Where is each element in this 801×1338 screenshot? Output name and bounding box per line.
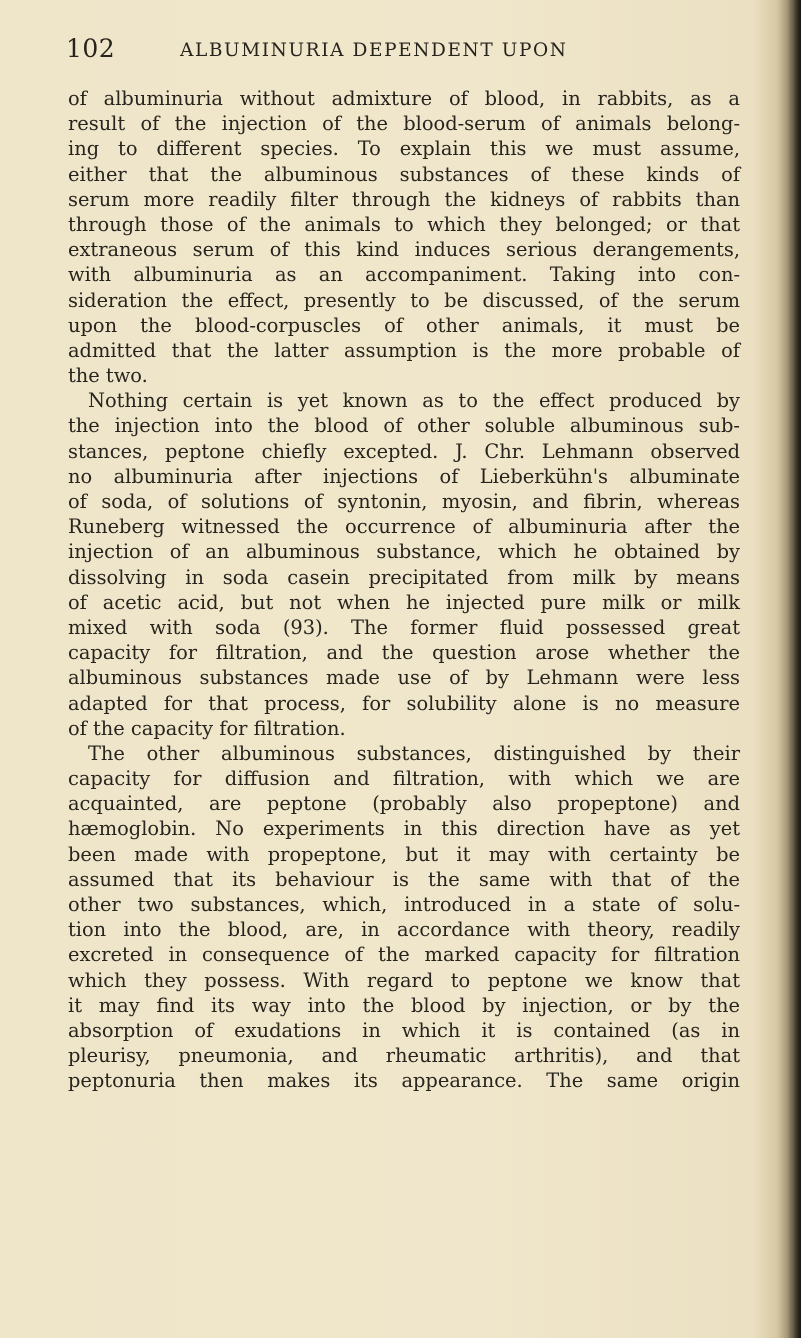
text-line: it may find its way into the blood by injection, or by the xyxy=(68,993,740,1017)
text-line: of albuminuria without admixture of blood, in rabbits, as a xyxy=(68,87,740,110)
paragraph-start: The other albuminous substances, distinguished by their xyxy=(88,741,740,765)
text-line: capacity for diffusion and filtration, with which we are xyxy=(68,767,740,791)
text-line: excreted in consequence of the marked capacity for filtration xyxy=(68,943,740,967)
text-line: capacity for filtration, and the question arose whether the xyxy=(68,641,740,665)
text-line: absorption of exudations in which it is contained (as in xyxy=(68,1018,740,1042)
text-line: no albuminuria after injections of Lieberkühn's albuminate xyxy=(68,464,740,488)
text-line: Runeberg witnessed the occurrence of albuminuria after the xyxy=(68,515,740,539)
text-line: mixed with soda (93). The former fluid possessed great xyxy=(68,615,740,639)
text-line: sideration the effect, presently to be discussed, of the serum xyxy=(68,288,740,312)
body-text xyxy=(68,86,740,1094)
text-line: adapted for that process, for solubility alone is no measure xyxy=(68,691,740,715)
text-line: result of the injection of the blood-serum of animals belong- xyxy=(68,112,740,136)
text-line: of the capacity for filtration. xyxy=(68,716,346,740)
text-line: other two substances, which, introduced in a state of solu- xyxy=(68,893,740,916)
text-line: the injection into the blood of other soluble albuminous sub- xyxy=(68,414,740,438)
text-line: extraneous serum of this kind induces serious derangements, xyxy=(68,238,740,262)
page-edge-shadow xyxy=(787,0,801,1338)
paragraph-start: Nothing certain is yet known as to the effect produced by xyxy=(88,389,740,413)
text-line: which they possess. With regard to peptone we know that xyxy=(68,968,740,992)
text-line: injection of an albuminous substance, which he obtained by xyxy=(68,540,740,564)
text-line: ing to different species. To explain this we must assume, xyxy=(68,137,740,161)
text-line: admitted that the latter assumption is the more probable of xyxy=(68,338,740,362)
text-line: tion into the blood, are, in accordance with theory, readily xyxy=(68,918,740,942)
page-number: 102 xyxy=(66,34,116,63)
text-line: been made with propeptone, but it may with certainty be xyxy=(68,842,740,866)
text-line: serum more readily filter through the kidneys of rabbits than xyxy=(68,187,740,211)
text-line: acquainted, are peptone (probably also propeptone) and xyxy=(68,792,740,816)
running-head: ALBUMINURIA DEPENDENT UPON xyxy=(180,40,568,61)
text-line: hæmoglobin. No experiments in this direction have as yet xyxy=(68,817,740,841)
text-line: of soda, of solutions of syntonin, myosin, and fibrin, whereas xyxy=(68,490,740,513)
text-line: of acetic acid, but not when he injected pure milk or milk xyxy=(68,590,740,614)
text-line: albuminous substances made use of by Lehmann were less xyxy=(68,666,740,690)
text-line: assumed that its behaviour is the same with that of the xyxy=(68,867,740,891)
text-line: upon the blood-corpuscles of other animals, it must be xyxy=(68,313,740,337)
text-line: through those of the animals to which they belonged; or that xyxy=(68,212,740,236)
text-line: either that the albuminous substances of these kinds of xyxy=(68,162,740,186)
text-line: the two. xyxy=(68,364,148,388)
text-line: pleurisy, pneumonia, and rheumatic arthritis), and that xyxy=(68,1044,740,1068)
text-line: dissolving in soda casein precipitated from milk by means xyxy=(68,565,740,589)
text-line: stances, peptone chiefly excepted. J. Chr. Lehmann observed xyxy=(68,439,740,463)
text-line: with albuminuria as an accompaniment. Taking into con- xyxy=(68,263,740,287)
text-line: peptonuria then makes its appearance. The same origin xyxy=(68,1069,740,1093)
